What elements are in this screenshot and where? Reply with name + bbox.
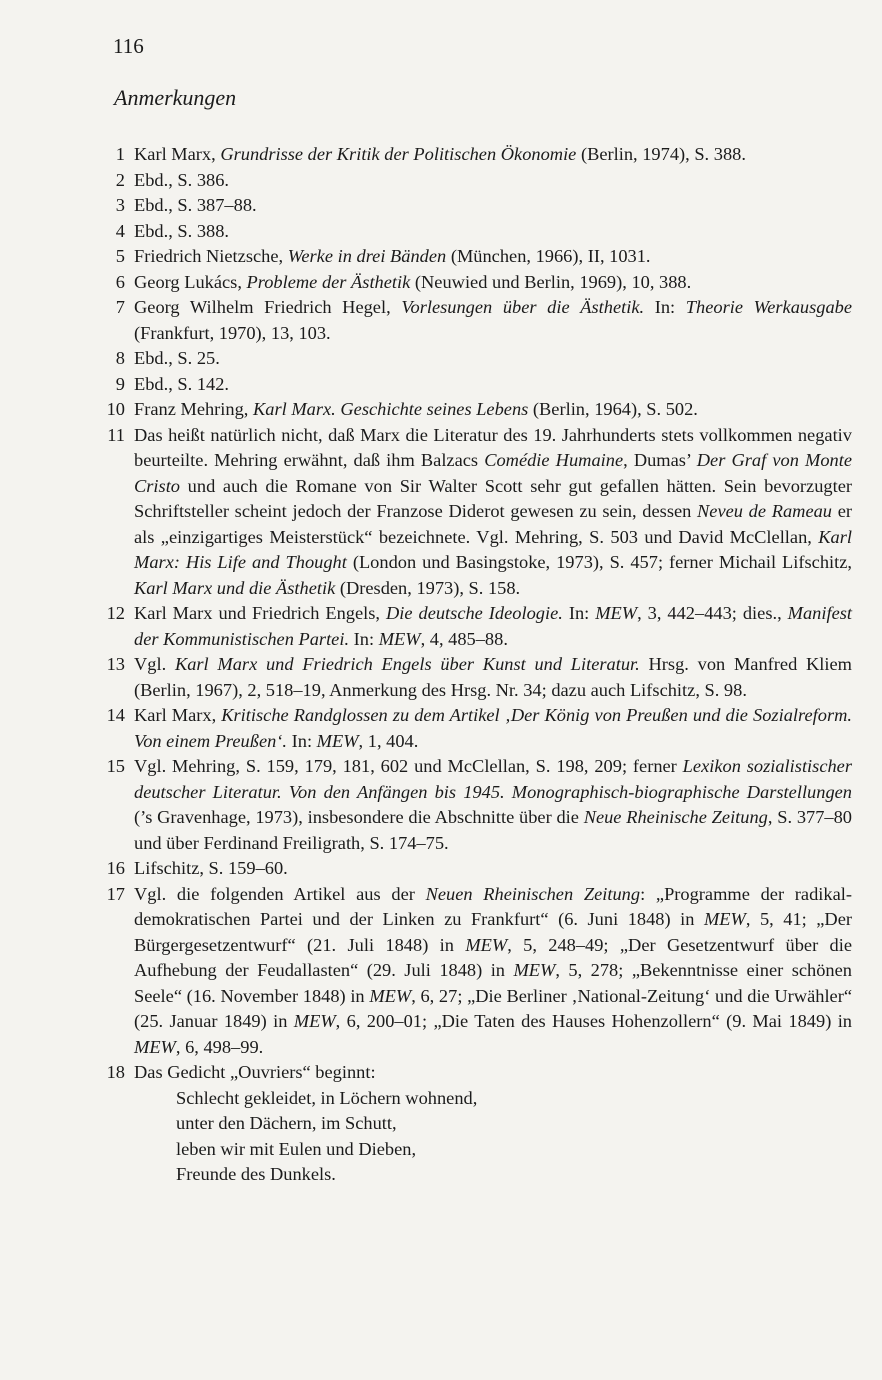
footnote-number: 4 (115, 220, 125, 241)
footnote-15 (100, 754, 852, 856)
section-heading: Anmerkungen (114, 85, 237, 110)
footnote-number: 9 (115, 373, 125, 394)
footnote-number: 1 (115, 144, 125, 164)
page-number: 116 (113, 34, 144, 58)
poem-line: unter den Dächern, im Schutt, (176, 1113, 397, 1133)
footnote-text: Georg Wilhelm Friedrich Hegel, Vorlesungen über die Ästhetik. In: Theorie Werkausgabe (Frankfurt, 1970), 13, 103. (134, 297, 853, 343)
footnote-number: 14 (106, 705, 125, 725)
footnote-number: 12 (106, 603, 125, 623)
footnote-text: Friedrich Nietzsche, Werke in drei Bänden (München, 1966), II, 1031. (134, 246, 651, 266)
footnote-text: Vgl. Mehring, S. 159, 179, 181, 602 und McClellan, S. 198, 209; ferner Lexikon sozialistischer deutscher Literatur. Von den Anfängen bis 1945. Monographisch-biographische Darstellungen (’s Gravenhage, 1973), insbesondere die Abschnitte über die Neue Rheinische Zeitung, S. 377–80 und über Ferdinand Freiligrath, S. 174–75. (134, 756, 852, 853)
footnote-text: Ebd., S. 386. (134, 169, 230, 190)
footnote-text: Franz Mehring, Karl Marx. Geschichte seines Lebens (Berlin, 1964), S. 502. (134, 399, 698, 419)
footnote-number: 3 (115, 195, 125, 215)
footnote-17 (100, 882, 852, 1061)
footnote-text: Ebd., S. 25. (134, 348, 220, 368)
footnote-18 (100, 1060, 852, 1188)
footnote-1 (100, 142, 852, 168)
footnote-text: Vgl. die folgenden Artikel aus der Neuen Rheinischen Zeitung: „Programme der radikal-demokratischen Partei und der Linken zu Frankfurt“ (6. Juni 1848) in MEW, 5, 41; „Der Bürgergesetzentwurf“ (21. Juli 1848) in MEW, 5, 248–49; „Der Gesetzentwurf über die Aufhebung der Feudallasten“ (29. Juli 1848) in MEW, 5, 278; „Bekenntnisse einer schönen Seele“ (16. November 1848) in MEW, 6, 27; „Die Berliner ‚National-Zeitung‘ und die Urwähler“ (25. Januar 1849) in MEW, 6, 200–01; „Die Taten des Hauses Hohenzollern“ (9. Mai 1849) in MEW, 6, 498–99. (134, 883, 853, 1057)
footnote-text: Das heißt natürlich nicht, daß Marx die Literatur des 19. Jahrhunderts stets vollkommen negativ beurteilte. Mehring erwähnt, daß ihm Balzacs Comédie Humaine, Dumas’ Der Graf von Monte Cristo und auch die Romane von Sir Walter Scott sehr gut gefallen hätten. Sein bevorzugter Schriftsteller scheint jedoch der Franzose Diderot gewesen zu sein, dessen Neveu de Rameau er als „einzigartiges Meisterstück“ bezeichnete. Vgl. Mehring, S. 503 und David McClellan, Karl Marx: His Life and Thought (London und Basingstoke, 1973), S. 457; ferner Michail Lifschitz, Karl Marx und die Ästhetik (Dresden, 1973), S. 158. (134, 424, 852, 598)
footnote-number: 18 (106, 1062, 125, 1082)
footnote-12 (100, 601, 852, 652)
poem-line: Freunde des Dunkels. (176, 1164, 336, 1184)
footnote-8 (100, 346, 852, 372)
footnote-number: 8 (115, 348, 125, 368)
footnote-6 (100, 270, 852, 296)
footnote-text: Ebd., S. 387–88. (134, 195, 257, 215)
footnote-5 (100, 244, 852, 270)
footnote-13 (100, 652, 852, 703)
footnote-text: Ebd., S. 388. (134, 220, 230, 241)
footnote-2 (100, 168, 852, 194)
footnote-text: Karl Marx, Grundrisse der Kritik der Politischen Ökonomie (Berlin, 1974), S. 388. (134, 144, 746, 164)
footnote-10 (100, 397, 852, 423)
footnote-text: Lifschitz, S. 159–60. (134, 858, 288, 878)
poem-line: leben wir mit Eulen und Dieben, (176, 1138, 417, 1159)
footnote-3 (100, 193, 852, 219)
footnote-9 (100, 372, 852, 398)
footnote-number: 2 (115, 169, 125, 190)
footnote-number: 13 (106, 654, 125, 674)
footnote-11 (100, 423, 852, 602)
footnote-number: 6 (115, 271, 125, 292)
footnote-text: Vgl. Karl Marx und Friedrich Engels über Kunst und Literatur. Hrsg. von Manfred Kliem (Berlin, 1967), 2, 518–19, Anmerkung des Hrsg. Nr. 34; dazu auch Lifschitz, S. 98. (134, 654, 852, 700)
footnote-text: Karl Marx, Kritische Randglossen zu dem Artikel ‚Der König von Preußen und die Sozialreform. Von einem Preußen‘. In: MEW, 1, 404. (134, 705, 852, 751)
footnote-text: Georg Lukács, Probleme der Ästhetik (Neuwied und Berlin, 1969), 10, 388. (134, 271, 692, 292)
footnote-4 (100, 219, 852, 245)
footnote-number: 11 (107, 424, 125, 445)
footnote-14 (100, 703, 852, 754)
footnote-text: Das Gedicht „Ouvriers“ beginnt: Schlecht gekleidet, in Löchern wohnend, unter den Dächern, im Schutt, leben wir mit Eulen und Dieben, Freunde des Dunkels. (134, 1060, 852, 1188)
footnote-number: 17 (106, 883, 125, 904)
footnote-number: 10 (106, 399, 125, 419)
footnote-7 (100, 295, 852, 346)
footnote-text: Ebd., S. 142. (134, 373, 230, 394)
footnote-16 (100, 856, 852, 882)
poem-line: Schlecht gekleidet, in Löchern wohnend, (176, 1087, 478, 1108)
footnote-number: 15 (106, 756, 125, 776)
footnote-number: 7 (115, 297, 125, 317)
footnote-number: 16 (106, 858, 125, 878)
footnote-number: 5 (115, 246, 125, 266)
footnote-list (100, 142, 852, 1188)
footnote-text: Karl Marx und Friedrich Engels, Die deutsche Ideologie. In: MEW, 3, 442–443; dies., Manifest der Kommunistischen Partei. In: MEW, 4, 485–88. (134, 603, 852, 649)
poem-excerpt (134, 1086, 852, 1188)
